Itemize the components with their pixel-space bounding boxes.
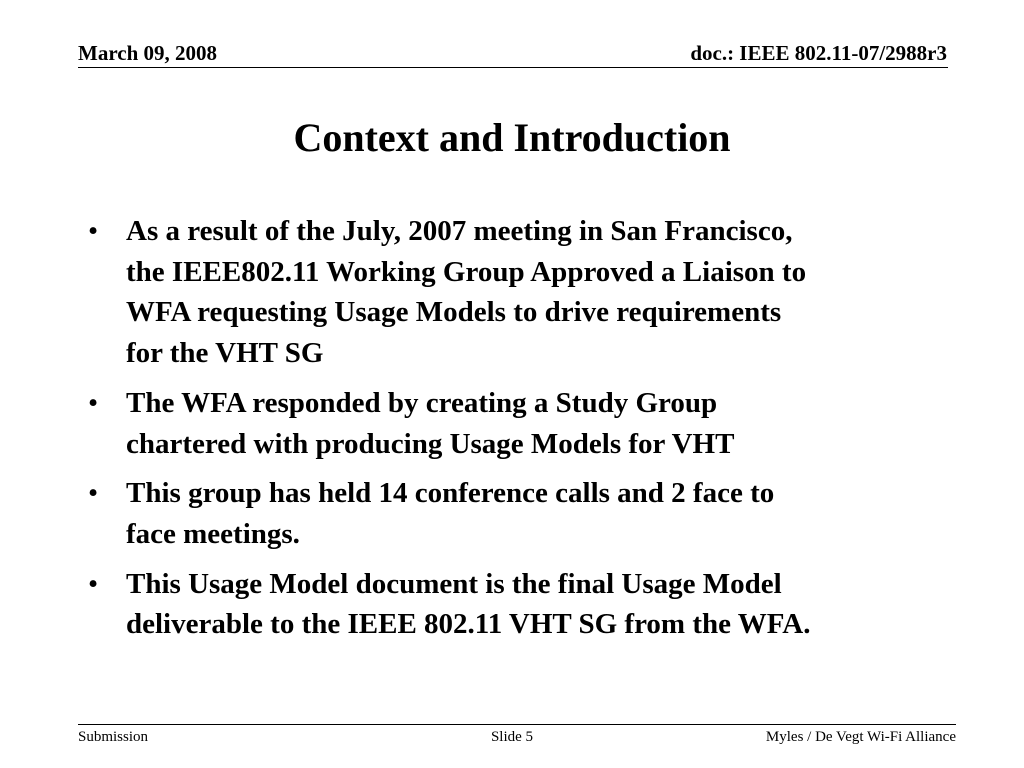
slide-title: Context and Introduction (293, 115, 731, 160)
bullet-list (88, 211, 948, 654)
footer-slide-number: Slide 5 (490, 729, 534, 745)
header-divider (78, 67, 948, 68)
footer-submission: Submission (78, 729, 149, 745)
bullet-text-line: the IEEE802.11 Working Group Approved a Liaison to (126, 255, 807, 288)
bullet-item-liaison (88, 211, 948, 374)
bullet-text-line: chartered with producing Usage Models for VHT (126, 427, 735, 460)
header-document-id: doc.: IEEE 802.11-07/2988r3 (690, 41, 947, 65)
bullet-dot-icon: • (88, 215, 99, 247)
bullet-item-deliverable (88, 564, 948, 645)
bullet-item-meetings (88, 473, 948, 554)
bullet-dot-icon: • (88, 386, 99, 419)
bullet-text-line: for the VHT SG (126, 337, 324, 370)
bullet-text-line: This Usage Model document is the final Usage Model (126, 567, 782, 600)
bullet-text-line: This group has held 14 conference calls and 2 face to (126, 477, 775, 510)
header-date: March 09, 2008 (78, 41, 218, 65)
footer-authors: Myles / De Vegt Wi-Fi Alliance (765, 729, 956, 745)
bullet-dot-icon: • (88, 567, 99, 600)
bullet-item-study-group (88, 383, 948, 464)
bullet-text-line: face meetings. (126, 517, 300, 550)
footer-divider (78, 724, 956, 725)
bullet-text-line: WFA requesting Usage Models to drive requirements (126, 296, 782, 329)
bullet-dot-icon: • (88, 477, 99, 510)
bullet-text-line: The WFA responded by creating a Study Group (126, 386, 718, 419)
bullet-text-line: deliverable to the IEEE 802.11 VHT SG from the WFA. (126, 608, 811, 641)
bullet-text-line: As a result of the July, 2007 meeting in San Francisco, (126, 215, 793, 247)
